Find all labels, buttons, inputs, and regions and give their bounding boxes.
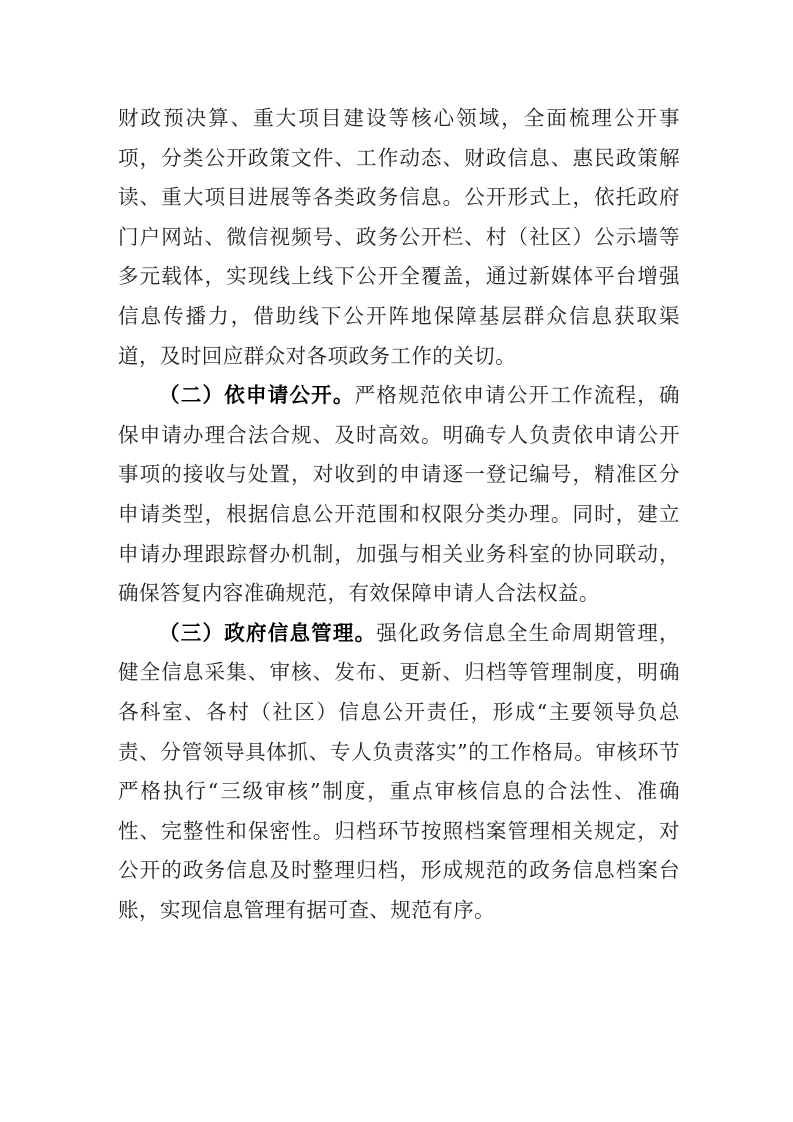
section-heading-application-disclosure: （二）依申请公开。	[159, 383, 355, 408]
paragraph-text: 财政预决算、重大项目建设等核心领域，全面梳理公开事项，分类公开政策文件、工作动态、财政信息、惠民政策解读、重大项目进展等各类政务信息。公开形式上，依托政府门户网站、微信视频号、政务公开栏、村（社区）公示墙等多元载体，实现线上线下公开全覆盖，通过新媒体平台增强信息传播力，借助线下公开阵地保障基层群众信息获取渠道，及时回应群众对各项政务工作的关切。	[118, 106, 680, 368]
document-body	[118, 99, 680, 930]
paragraph-text: 严格规范依申请公开工作流程，确保申请办理合法合规、及时高效。明确专人负责依申请公开事项的接收与处置，对收到的申请逐一登记编号，精准区分申请类型，根据信息公开范围和权限分类办理。同时，建立申请办理跟踪督办机制，加强与相关业务科室的协同联动，确保答复内容准确规范，有效保障申请人合法权益。	[118, 383, 680, 606]
section-heading-information-management: （三）政府信息管理。	[159, 620, 377, 645]
paragraph-text: 强化政务信息全生命周期管理，健全信息采集、审核、发布、更新、归档等管理制度，明确各科室、各村（社区）信息公开责任，形成“主要领导负总责、分管领导具体抓、专人负责落实”的工作格局。审核环节严格执行“三级审核”制度，重点审核信息的合法性、准确性、完整性和保密性。归档环节按照档案管理相关规定，对公开的政务信息及时整理归档，形成规范的政务信息档案台账，实现信息管理有据可查、规范有序。	[118, 620, 681, 922]
paragraph-application-disclosure	[118, 376, 680, 614]
paragraph-information-management	[118, 614, 680, 931]
paragraph-continuation	[118, 99, 680, 376]
